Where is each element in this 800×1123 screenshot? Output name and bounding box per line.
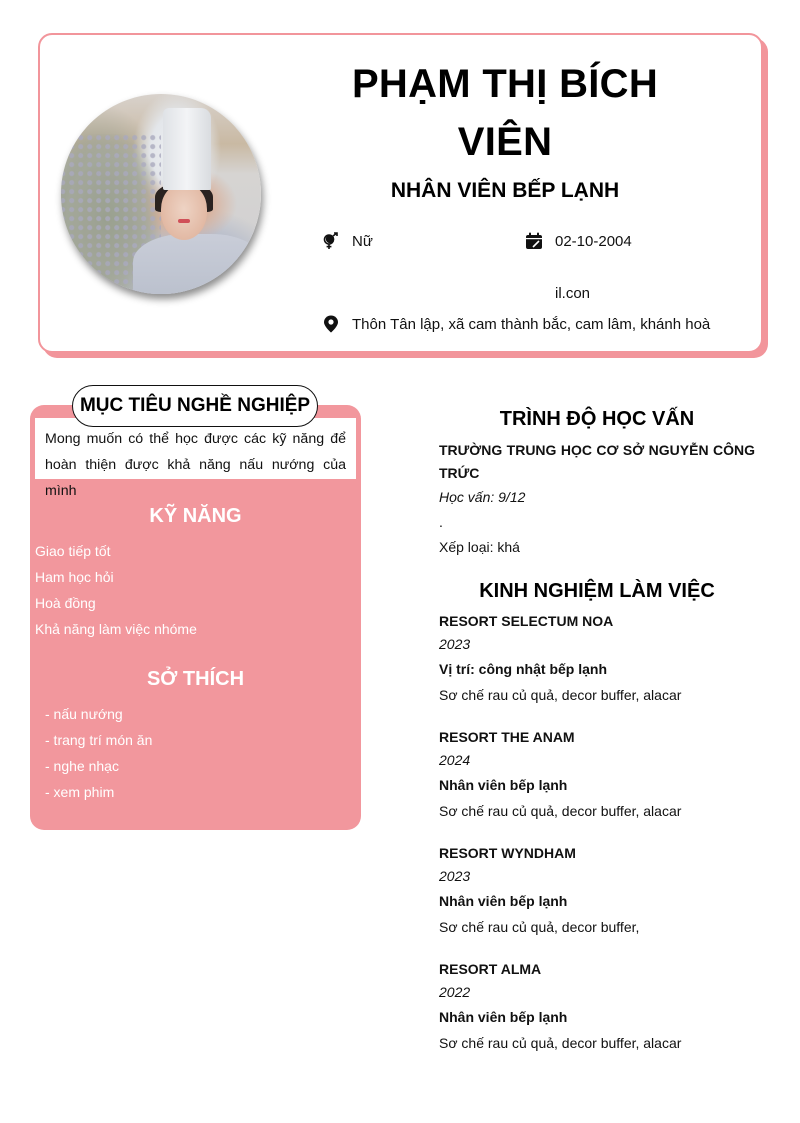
job-year: 2024 (439, 752, 471, 768)
gender-value: Nữ (352, 232, 373, 250)
school-name: TRƯỜNG TRUNG HỌC CƠ SỞ NGUYỄN CÔNG TRỨC (439, 442, 755, 481)
job-year: 2023 (439, 636, 471, 652)
experience-heading: KINH NGHIỆM LÀM VIỆC (479, 580, 715, 602)
hobby-item: - xem phim (45, 784, 115, 800)
job-entry (439, 958, 755, 1056)
job-company: RESORT SELECTUM NOA (439, 613, 614, 629)
avatar-jacket-decor (133, 234, 261, 294)
skill-item: Khả năng làm việc nhóme (35, 621, 197, 637)
job-title: NHÂN VIÊN BẾP LẠNH (390, 179, 620, 202)
job-role: Vị trí: công nhật bếp lạnh (439, 661, 607, 677)
job-company: RESORT WYNDHAM (439, 845, 576, 861)
job-role: Nhân viên bếp lạnh (439, 777, 568, 793)
gender-icon (321, 231, 341, 251)
skill-item: Ham học hỏi (35, 569, 114, 585)
job-role: Nhân viên bếp lạnh (439, 1009, 568, 1025)
avatar-face-decor (161, 184, 207, 240)
job-entry (439, 610, 755, 708)
hobby-item: - nấu nướng (45, 706, 123, 722)
education-heading: TRÌNH ĐỘ HỌC VẤN (499, 408, 695, 430)
address-row (321, 314, 710, 334)
email-row (555, 285, 590, 302)
education-section (439, 405, 755, 560)
gender-row (321, 231, 373, 251)
job-entry (439, 842, 755, 940)
job-entry (439, 726, 755, 824)
skill-item: Hoà đồng (35, 595, 96, 611)
right-column (439, 405, 755, 1056)
objective-text: Mong muốn có thể học được các kỹ năng để hoàn thiện được khả năng nấu nướng của mình (35, 418, 356, 479)
job-company: RESORT ALMA (439, 961, 542, 977)
hobbies-heading: SỞ THÍCH (146, 668, 245, 690)
calendar-icon (524, 231, 544, 251)
skill-item: Giao tiếp tốt (35, 543, 111, 559)
job-year: 2023 (439, 868, 471, 884)
job-description: Sơ chế rau củ quả, decor buffer, alacar (439, 687, 682, 703)
avatar (61, 94, 261, 294)
dob-value: 02-10-2004 (555, 232, 632, 250)
job-role: Nhân viên bếp lạnh (439, 893, 568, 909)
education-note: . (439, 514, 443, 530)
map-pin-icon (321, 314, 341, 334)
education-grade: Xếp loại: khá (439, 539, 520, 555)
objective-heading: MỤC TIÊU NGHỀ NGHIỆP (72, 385, 318, 427)
hobby-item: - nghe nhạc (45, 758, 119, 774)
job-year: 2022 (439, 984, 471, 1000)
avatar-lips-decor (178, 219, 190, 223)
name-block (320, 55, 690, 205)
dob-row (524, 231, 632, 251)
job-description: Sơ chế rau củ quả, decor buffer, alacar (439, 803, 682, 819)
avatar-chef-hat-decor (163, 108, 211, 190)
header-card (38, 33, 763, 353)
job-description: Sơ chế rau củ quả, decor buffer, alacar (439, 1035, 682, 1051)
skills-list (35, 538, 197, 642)
job-company: RESORT THE ANAM (439, 729, 575, 745)
hobby-item: - trang trí món ăn (45, 732, 153, 748)
email-value[interactable]: il.con (555, 285, 591, 302)
education-level: Học vấn: 9/12 (439, 489, 526, 505)
hobbies-list (45, 701, 152, 805)
address-value: Thôn Tân lập, xã cam thành bắc, cam lâm, khánh hoà (352, 315, 711, 333)
full-name: PHẠM THỊ BÍCH VIÊN (351, 62, 659, 164)
job-description: Sơ chế rau củ quả, decor buffer, (439, 919, 640, 935)
experience-section (439, 577, 755, 1056)
